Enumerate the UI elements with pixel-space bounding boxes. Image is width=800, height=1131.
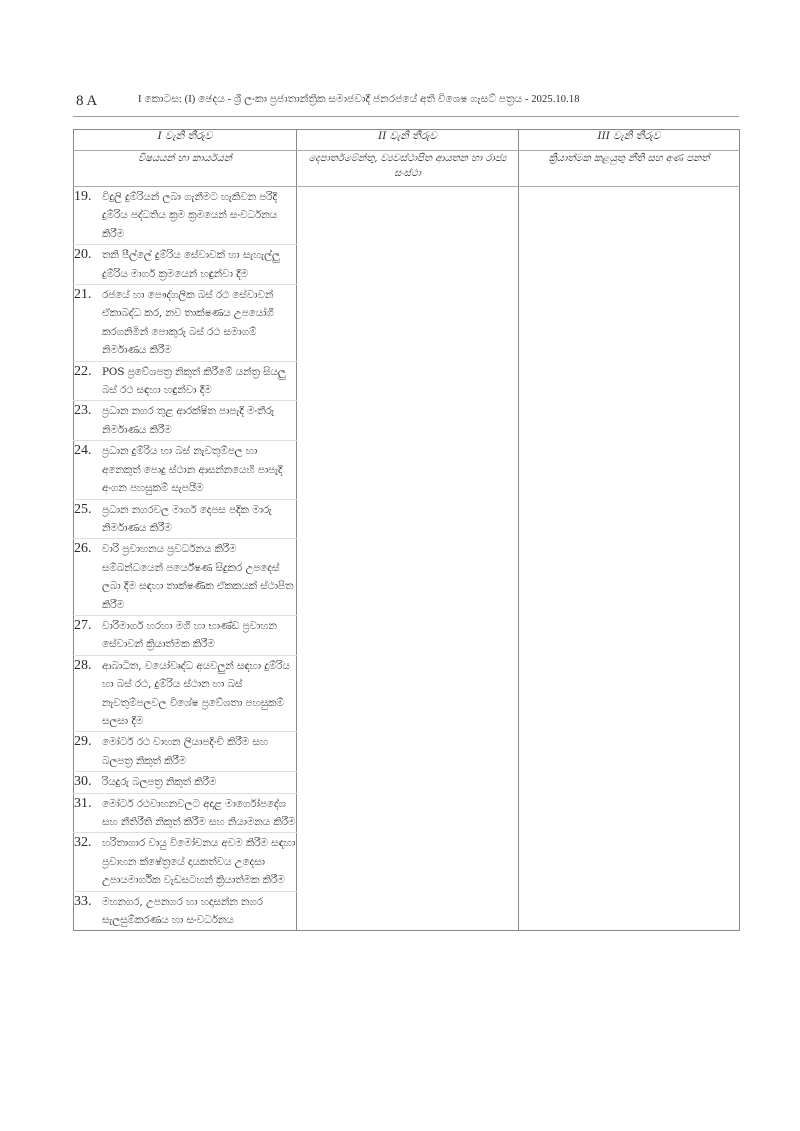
table-row xyxy=(74,539,740,616)
table-row xyxy=(74,187,740,245)
table-row xyxy=(74,772,740,793)
laws-cell xyxy=(519,772,740,793)
column-3-heading: III වැනි තීරුව xyxy=(519,130,740,151)
institutions-cell xyxy=(297,615,519,655)
subject-cell xyxy=(74,833,297,891)
subject-cell xyxy=(74,793,297,833)
laws-cell xyxy=(519,401,740,441)
item-number: 31. xyxy=(74,795,92,811)
subject-cell xyxy=(74,499,297,539)
item-text: රජයේ හා පෞද්ගලික බස් රථ සේවාවන් ඒකාබද්ධ කර, නව තාක්ෂණය උපයෝගී කරගනිමින් පොකුරු බස් රථ සමාගම් නිර්මාණය කිරීම xyxy=(102,289,274,357)
item-text: ප්‍රධාන නගර තුළ ආරක්ෂිත පාපැදි මංතීරු නිර්මාණය කිරීම xyxy=(102,405,275,436)
subject-cell xyxy=(74,441,297,499)
subject-cell xyxy=(74,615,297,655)
table-row xyxy=(74,793,740,833)
laws-cell xyxy=(519,833,740,891)
item-text: POS ප්‍රවේශපත්‍ර නිකුත් කිරීමේ යන්ත්‍ර සියලු බස් රථ සඳහා හඳුන්වා දීම xyxy=(102,365,286,397)
laws-cell xyxy=(519,539,740,616)
column-1-heading: I වැනි තීරුව xyxy=(74,130,297,151)
gazette-title: I කොටස: (I) ඡෙදය - ශ්‍රී ලංකා ප්‍රජාතාන්ත්‍රික සමාජවාදී ජනරජයේ අති විශෙෂ ගැසට් පත්‍රය - 2025.10.18 xyxy=(138,94,580,105)
table-row xyxy=(74,615,740,655)
item-number: 22. xyxy=(74,363,92,379)
column-2-subheading: දෙපාර්තමේන්තු, ව්‍යවස්ථාපිත ආයතන හා රාජ්‍ය සංස්ථා xyxy=(297,151,519,187)
item-text: මහනගර, උපනගර හා හදාසන්න නගර සැලසුම්කරණය හා සංවර්ධනය xyxy=(102,895,263,927)
laws-cell xyxy=(519,361,740,401)
item-number: 33. xyxy=(74,893,92,909)
column-subheading-row xyxy=(74,151,740,187)
subject-cell xyxy=(74,539,297,616)
institutions-cell xyxy=(297,793,519,833)
schedule-table xyxy=(73,129,740,931)
item-text: විදුලි දුම්රියන් ලබා ගැනීමට හැකිවන පරිදි දුම්රිය පද්ධතිය ක්‍රම ක්‍රමයෙන් සංවර්ධනය කිරීම xyxy=(102,191,278,240)
table-row xyxy=(74,833,740,891)
table-row xyxy=(74,245,740,285)
subject-cell xyxy=(74,187,297,245)
subject-cell xyxy=(74,772,297,793)
column-3-subheading: ක්‍රියාත්මක කළයුතු නීති සහ අණ පනත් xyxy=(519,151,740,187)
item-number: 20. xyxy=(74,247,92,263)
institutions-cell xyxy=(297,732,519,772)
item-number: 26. xyxy=(74,541,92,557)
item-text: තනි පීල්ලේ දුම්රිය සේවාවක් හා සැහැල්ලු දුම්රිය මාර්ග ක්‍රමයෙන් හඳුන්වා දීම xyxy=(102,249,280,280)
column-heading-row xyxy=(74,130,740,151)
column-2-heading: II වැනි තීරුව xyxy=(297,130,519,151)
item-number: 29. xyxy=(74,734,92,750)
laws-cell xyxy=(519,655,740,732)
item-number: 23. xyxy=(74,403,92,419)
institutions-cell xyxy=(297,361,519,401)
item-text: ප්‍රධාන නගරවල මාර්ග දෙපස පදික මාරු නිර්මාණය කිරීම xyxy=(102,503,272,534)
institutions-cell xyxy=(297,245,519,285)
subject-cell xyxy=(74,655,297,732)
table-row xyxy=(74,655,740,732)
item-number: 19. xyxy=(74,189,92,204)
item-text: මෝටර් රථ වාහන ලියාපදිංචි කිරීම සහ බලපත්‍ර නිකුත් කිරීම xyxy=(102,736,268,767)
institutions-cell xyxy=(297,441,519,499)
subject-cell xyxy=(74,891,297,931)
item-text: මෝටර් රථවාහනවලට අදාළ මාර්ගෝපදේශ සහ නීතිරීති නිකුත් කිරීම සහ නියාමනය කිරීම xyxy=(102,797,296,828)
item-number: 24. xyxy=(74,443,92,459)
item-text: ප්‍රධාන දුම්රිය හා බස් නැවතුම්පල හා අනෙකුත් පොදු ස්ථාන ආසන්නයෙහි පාපැදි අංගන පහසුකම් සැපයීම xyxy=(102,445,283,495)
item-number: 30. xyxy=(74,774,92,790)
item-number: 27. xyxy=(74,617,92,633)
header-rule xyxy=(73,116,739,117)
laws-cell xyxy=(519,793,740,833)
item-number: 25. xyxy=(74,501,92,517)
institutions-cell xyxy=(297,833,519,891)
subject-cell xyxy=(74,285,297,362)
table-row xyxy=(74,891,740,931)
item-text: ආබාධිත, වයෝවෘද්ධ අයවලුන් සඳහා දුම්රිය හා බස් රථ, දුම්රිය ස්ථාන හා බස් නැවතුම්පලවල විශේෂ ප්‍රවේශතා පහසුකම් සලසා දීම xyxy=(102,659,290,727)
laws-cell xyxy=(519,891,740,931)
institutions-cell xyxy=(297,891,519,931)
table-row xyxy=(74,361,740,401)
institutions-cell xyxy=(297,655,519,732)
page-number: 8 A xyxy=(76,93,98,109)
table-row xyxy=(74,441,740,499)
item-text: හරිතාගාර වායු විමෝචනය අවම කිරීම සඳහා ප්‍රවාහන ක්ෂේත්‍රයේ දායකත්වය උදෙසා උපායමාර්ගික වැඩසටහන් ක්‍රියාත්මක කිරීම xyxy=(102,837,296,887)
table-row xyxy=(74,401,740,441)
laws-cell xyxy=(519,245,740,285)
subject-cell xyxy=(74,361,297,401)
institutions-cell xyxy=(297,285,519,362)
subject-cell xyxy=(74,245,297,285)
institutions-cell xyxy=(297,187,519,245)
item-number: 21. xyxy=(74,287,92,303)
item-number: 28. xyxy=(74,657,92,673)
institutions-cell xyxy=(297,539,519,616)
item-text: වාරිමාර්ග හරහා මගී හා භාණ්ඩ ප්‍රවාහන සේවාවන් ක්‍රියාත්මක කිරීම xyxy=(102,619,277,651)
institutions-cell xyxy=(297,772,519,793)
laws-cell xyxy=(519,285,740,362)
item-text: වාරි ප්‍රවාහනය ප්‍රවර්ධනය කිරීම සම්බන්ධයෙන් පර්යේෂණ සිදුකර උපදෙස් ලබා දීම සඳහා තාක්ෂණික ඒකකයක් ස්ථාපිත කිරීම xyxy=(102,543,294,611)
page-header xyxy=(76,93,736,113)
table-row xyxy=(74,732,740,772)
column-1-subheading: විෂයයන් හා කාර්යයන් xyxy=(74,151,297,187)
laws-cell xyxy=(519,441,740,499)
item-number: 32. xyxy=(74,835,92,851)
laws-cell xyxy=(519,499,740,539)
table-row xyxy=(74,499,740,539)
laws-cell xyxy=(519,732,740,772)
subject-cell xyxy=(74,401,297,441)
laws-cell xyxy=(519,187,740,245)
institutions-cell xyxy=(297,401,519,441)
table-row xyxy=(74,285,740,362)
institutions-cell xyxy=(297,499,519,539)
subject-cell xyxy=(74,732,297,772)
item-text: රියදුරු බලපත්‍ර නිකුත් කිරීම xyxy=(102,776,217,789)
laws-cell xyxy=(519,615,740,655)
